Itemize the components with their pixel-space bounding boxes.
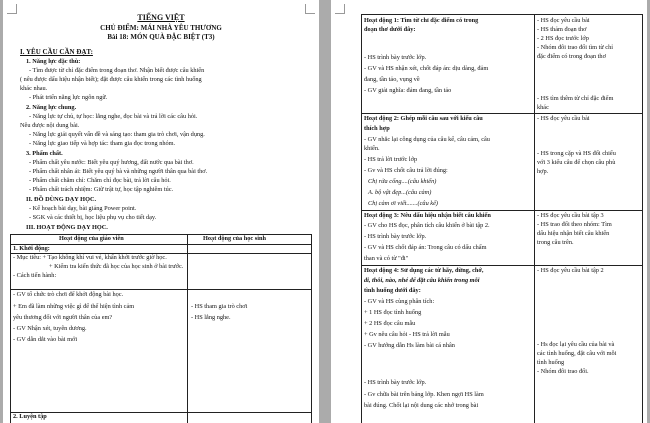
section-heading: II. ĐỒ DÙNG DẠY HỌC.	[26, 196, 97, 203]
text-line: - Năng lực tự chủ, tự học: lắng nghe, đọc bài và trả lời các câu hỏi.	[29, 113, 198, 120]
subsection-heading: 1. Năng lực đặc thù:	[26, 58, 81, 65]
table-cell: với 3 kiểu câu để chọn câu phù	[537, 159, 616, 166]
table-cell: - HS trình bày trước lớp.	[364, 233, 427, 240]
text-line: - Năng lực giải quyết vấn đề và sáng tạo: tham gia trò chơi, vận dụng.	[29, 131, 205, 138]
text-line: - Phẩm chất chăm chỉ: Chăm chỉ đọc bài, trả lời câu hỏi.	[29, 177, 171, 184]
table-header-teacher: Hoạt động của giáo viên	[59, 235, 124, 242]
table-cell: than và có từ "đi"	[364, 255, 409, 262]
table-cell: + 2 HS đọc câu mẫu	[364, 320, 416, 327]
table-cell: - HS trao đổi theo nhóm: Tìm	[537, 221, 612, 228]
page-corner-mark	[7, 4, 17, 14]
table-cell: - HS thảm đoạn thơ	[537, 26, 587, 33]
table-cell: + Gv nêu câu hỏi - HS trả lời mẫu	[364, 331, 450, 338]
activity-heading: Hoạt động 3: Nêu dấu hiệu nhận biết câu khiến	[364, 212, 491, 219]
table-cell: khiến.	[364, 145, 380, 152]
activity-table-continued	[361, 14, 643, 423]
activity-heading: đi, thôi, nào, nhé để đặt câu khiến trong mỗi	[364, 277, 480, 284]
table-cell: - HS lắng nghe.	[191, 314, 231, 321]
table-cell: - Gv chữa bài trên bảng lớp. Khen ngợi HS làm	[364, 391, 484, 398]
table-cell: trong câu trên.	[537, 239, 574, 246]
table-cell: - GV cho HS đọc, phân tích câu khiến ở bài tập 2.	[364, 222, 490, 229]
table-cell: các tình huống, đặt câu với mỗi	[537, 350, 617, 357]
table-cell: - GV tổ chức trò chơi để khởi động bài học.	[13, 291, 124, 298]
table-cell: - HS trả lời trước lớp	[364, 156, 418, 163]
table-cell: đặc điểm có trong đoạn thơ	[537, 53, 606, 60]
activity-heading: tình huống dưới đây:	[364, 287, 421, 294]
table-cell: Chị cảm ơi viết.......(câu kể)	[368, 200, 438, 207]
section-heading: III. HOẠT ĐỘNG DẠY HỌC.	[26, 224, 108, 231]
table-cell: - Gv và HS chốt câu trả lời đúng:	[364, 167, 448, 174]
text-line: - Phẩm chất trách nhiệm: Giữ trật tự, học tập nghiêm túc.	[29, 186, 174, 193]
table-cell: + Kiểm tra kiến thức đã học của học sinh ở bài trước.	[49, 263, 184, 270]
table-cell: - GV nhắc lại công dụng của câu kể, câu cảm, câu	[364, 136, 490, 143]
text-line: - Tìm được từ chỉ đặc điểm trong đoạn thơ. Nhận biết được câu khiến	[29, 67, 205, 74]
subsection-heading: 2. Năng lực chung.	[26, 104, 77, 111]
activity-heading: Hoạt động 4: Sử dụng các từ hãy, đừng, chớ,	[364, 267, 484, 274]
table-cell: - HS tìm thêm từ chỉ đặc điểm	[537, 95, 614, 102]
page-corner-mark	[335, 4, 345, 14]
subsection-heading: 3. Phẩm chất.	[26, 150, 63, 157]
table-cell: Chị rửa cống....(câu khiến)	[368, 178, 437, 185]
table-cell: - HS đọc yêu cầu bài tập 2	[537, 267, 604, 274]
text-line: khác nhau.	[20, 85, 48, 92]
table-cell: - GV và HS nhận xét, chốt đáp án: dịu dàng, đảm	[364, 65, 489, 72]
lesson-title: Bài 18: MÓN QUÀ ĐẶC BIỆT (T3)	[107, 33, 215, 41]
table-cell: - HS đọc yêu cầu bài tập 3	[537, 212, 604, 219]
theme-title: CHỦ ĐIỂM: MÁI NHÀ YÊU THƯƠNG	[100, 24, 222, 32]
activity-heading: đoạn thơ dưới đây:	[364, 26, 416, 33]
text-line: Nêu được nội dung bài.	[20, 122, 80, 129]
table-cell: - Nhóm đôi trao đổi.	[537, 368, 589, 375]
table-cell: 1. Khởi động:	[13, 245, 50, 252]
text-line: ( nêu được dấu hiệu nhận biết); đặt được câu khiến trong các tình huống	[20, 76, 202, 83]
table-cell: bài đúng. Chốt lại nội dung các nhớ trong bài	[364, 402, 479, 409]
table-cell: - GV và HS cùng phân tích:	[364, 298, 435, 305]
activity-table	[10, 234, 312, 423]
table-cell: - HS trong cặp và HS đối chiếu	[537, 150, 616, 157]
table-cell: tình huống	[537, 359, 565, 366]
table-cell: - HS trình bày trước lớp.	[364, 54, 427, 61]
subject-title: TIẾNG VIỆT	[137, 13, 185, 22]
table-cell: - HS đọc yêu cầu bài	[537, 115, 590, 122]
table-cell: - 2 HS đọc trước lớp	[537, 35, 589, 42]
table-cell: đang, tần tảo, vụng về	[364, 76, 420, 83]
table-cell: - GV giải nghĩa: đảm đang, tần tảo	[364, 87, 452, 94]
table-cell: yêu thương đối với người thân của em?	[13, 314, 113, 321]
document-page-right	[331, 0, 647, 423]
table-header-student: Hoạt động của học sinh	[203, 235, 266, 242]
page-corner-mark	[305, 4, 315, 14]
table-cell: - HS đọc yêu cầu bài	[537, 17, 590, 24]
table-cell: - HS tham gia trò chơi	[191, 303, 248, 310]
activity-heading: thích hợp	[364, 125, 390, 132]
table-cell: + 1 HS đọc tình huống	[364, 309, 422, 316]
table-cell: hợp.	[537, 168, 549, 175]
table-cell: + Em đã làm những việc gì để thể hiện tình cảm	[13, 303, 135, 310]
text-line: - Phát triển năng lực ngôn ngữ.	[29, 94, 108, 101]
text-line: - SGK và các thiết bị, học liệu phụ vụ cho tiết dạy.	[29, 214, 157, 221]
table-cell: - Mục tiêu: + Tạo không khí vui vẻ, khấn khởi trước giờ học.	[13, 254, 167, 261]
table-cell: A. bộ vật đẹp...(câu cảm)	[368, 189, 432, 196]
activity-heading: Hoạt động 2: Ghép mỗi câu sau với kiểu câu	[364, 115, 483, 122]
text-line: - Phẩm chất yêu nước: Biết yêu quý hương, đất nước qua bài thơ.	[29, 159, 194, 166]
table-cell: - Hs đọc lại yêu cầu của bài và	[537, 341, 615, 348]
section-heading: I. YÊU CẦU CẦN ĐẠT:	[20, 48, 93, 56]
table-cell: 2. Luyện tập	[13, 413, 47, 420]
table-cell: - GV Nhận xét, tuyên dương.	[13, 325, 87, 332]
table-cell: - GV hướng dẫn Hs làm bài cá nhân	[364, 342, 455, 349]
table-cell: dấu hiệu nhận biết câu khiến	[537, 230, 610, 237]
document-page-left	[3, 0, 319, 423]
table-cell: - HS trình bày trước lớp.	[364, 379, 427, 386]
table-cell: - Nhóm đôi trao đổi tìm từ chỉ	[537, 44, 613, 51]
text-line: - Phẩm chất nhân ái: Biết yêu quý bà và những người thân qua bài thơ.	[29, 168, 208, 175]
text-line: - Kế hoạch bài dạy, bài giảng Power point.	[29, 205, 137, 212]
table-cell: - Cách tiến hành:	[13, 272, 57, 279]
table-cell: - GV và HS chốt đáp án: Trong câu có dấu chấm	[364, 244, 487, 251]
text-line: - Năng lực giao tiếp và hợp tác: tham gia đọc trong nhóm.	[29, 140, 176, 147]
table-cell: - GV dẫn dắt vào bài mới	[13, 336, 78, 343]
table-cell: khác	[537, 104, 549, 111]
activity-heading: Hoạt động 1: Tìm từ chỉ đặc điểm có trong	[364, 17, 479, 24]
